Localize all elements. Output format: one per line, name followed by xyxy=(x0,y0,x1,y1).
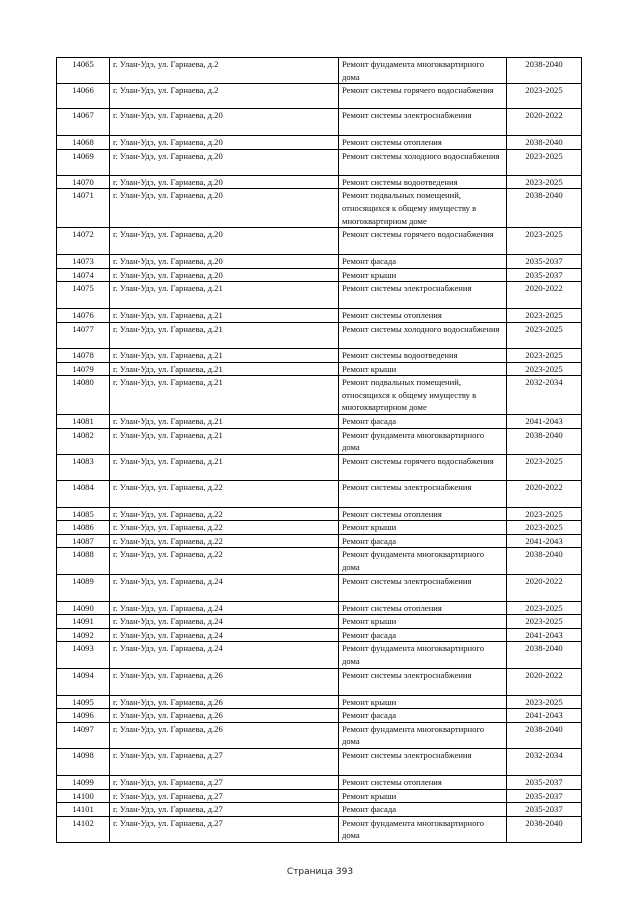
row-period: 2038-2040 xyxy=(507,722,582,748)
row-work-type: Ремонт системы отопления xyxy=(339,309,507,323)
table-row xyxy=(57,722,582,748)
row-work-type: Ремонт фасада xyxy=(339,803,507,817)
row-period: 2041-2043 xyxy=(507,414,582,428)
row-period: 2020-2022 xyxy=(507,109,582,136)
row-number: 14099 xyxy=(57,776,110,790)
row-work-type: Ремонт фундамента многоквартирного дома xyxy=(339,816,507,842)
row-number: 14094 xyxy=(57,668,110,695)
table-row xyxy=(57,362,582,376)
row-work-type: Ремонт системы электроснабжения xyxy=(339,282,507,309)
row-work-type: Ремонт системы горячего водоснабжения xyxy=(339,228,507,255)
row-address: г. Улан-Удэ, ул. Гарнаева, д.2 xyxy=(110,58,339,84)
table-row xyxy=(57,189,582,228)
row-work-type: Ремонт крыши xyxy=(339,521,507,535)
row-number: 14078 xyxy=(57,348,110,362)
row-number: 14071 xyxy=(57,189,110,228)
row-number: 14073 xyxy=(57,255,110,269)
row-number: 14095 xyxy=(57,695,110,709)
table-row xyxy=(57,695,582,709)
row-period: 2041-2043 xyxy=(507,534,582,548)
row-address: г. Улан-Удэ, ул. Гарнаева, д.24 xyxy=(110,615,339,629)
row-period: 2023-2025 xyxy=(507,322,582,348)
row-number: 14079 xyxy=(57,362,110,376)
table-row xyxy=(57,709,582,723)
row-period: 2023-2025 xyxy=(507,149,582,175)
row-number: 14087 xyxy=(57,534,110,548)
row-number: 14069 xyxy=(57,149,110,175)
row-number: 14066 xyxy=(57,84,110,109)
row-period: 2038-2040 xyxy=(507,428,582,454)
table-row xyxy=(57,58,582,84)
row-address: г. Улан-Удэ, ул. Гарнаева, д.20 xyxy=(110,149,339,175)
row-number: 14072 xyxy=(57,228,110,255)
row-address: г. Улан-Удэ, ул. Гарнаева, д.26 xyxy=(110,709,339,723)
row-work-type: Ремонт крыши xyxy=(339,615,507,629)
row-number: 14101 xyxy=(57,803,110,817)
row-work-type: Ремонт подвальных помещений, относящихся к общему имуществу в многоквартирном доме xyxy=(339,189,507,228)
row-address: г. Улан-Удэ, ул. Гарнаева, д.27 xyxy=(110,789,339,803)
row-number: 14077 xyxy=(57,322,110,348)
table-row xyxy=(57,348,582,362)
row-address: г. Улан-Удэ, ул. Гарнаева, д.20 xyxy=(110,268,339,282)
table-row xyxy=(57,776,582,790)
row-number: 14081 xyxy=(57,414,110,428)
row-period: 2023-2025 xyxy=(507,454,582,480)
row-address: г. Улан-Удэ, ул. Гарнаева, д.22 xyxy=(110,507,339,521)
row-number: 14092 xyxy=(57,628,110,642)
row-period: 2035-2037 xyxy=(507,776,582,790)
row-period: 2023-2025 xyxy=(507,521,582,535)
table-row xyxy=(57,601,582,615)
row-address: г. Улан-Удэ, ул. Гарнаева, д.27 xyxy=(110,803,339,817)
row-number: 14068 xyxy=(57,136,110,150)
row-work-type: Ремонт крыши xyxy=(339,268,507,282)
row-work-type: Ремонт системы водоотведения xyxy=(339,175,507,189)
row-address: г. Улан-Удэ, ул. Гарнаева, д.21 xyxy=(110,322,339,348)
table-row xyxy=(57,789,582,803)
table-row xyxy=(57,109,582,136)
repair-schedule-table xyxy=(56,57,582,843)
table-row xyxy=(57,136,582,150)
row-work-type: Ремонт системы горячего водоснабжения xyxy=(339,454,507,480)
row-period: 2023-2025 xyxy=(507,362,582,376)
table-row xyxy=(57,149,582,175)
row-period: 2038-2040 xyxy=(507,58,582,84)
row-address: г. Улан-Удэ, ул. Гарнаева, д.24 xyxy=(110,601,339,615)
row-work-type: Ремонт крыши xyxy=(339,362,507,376)
row-period: 2035-2037 xyxy=(507,803,582,817)
page-number: Страница 393 xyxy=(286,867,354,877)
row-number: 14100 xyxy=(57,789,110,803)
row-number: 14080 xyxy=(57,376,110,415)
row-period: 2035-2037 xyxy=(507,268,582,282)
row-address: г. Улан-Удэ, ул. Гарнаева, д.22 xyxy=(110,521,339,535)
row-number: 14098 xyxy=(57,749,110,776)
row-number: 14074 xyxy=(57,268,110,282)
row-period: 2023-2025 xyxy=(507,175,582,189)
row-address: г. Улан-Удэ, ул. Гарнаева, д.26 xyxy=(110,695,339,709)
row-address: г. Улан-Удэ, ул. Гарнаева, д.21 xyxy=(110,309,339,323)
row-work-type: Ремонт системы электроснабжения xyxy=(339,668,507,695)
row-period: 2023-2025 xyxy=(507,601,582,615)
row-work-type: Ремонт подвальных помещений, относящихся к общему имуществу в многоквартирном доме xyxy=(339,376,507,415)
row-number: 14065 xyxy=(57,58,110,84)
row-period: 2032-2034 xyxy=(507,376,582,415)
row-number: 14084 xyxy=(57,480,110,507)
table-row xyxy=(57,574,582,601)
row-work-type: Ремонт системы отопления xyxy=(339,136,507,150)
row-period: 2038-2040 xyxy=(507,548,582,574)
table-row xyxy=(57,309,582,323)
row-address: г. Улан-Удэ, ул. Гарнаева, д.21 xyxy=(110,362,339,376)
row-number: 14090 xyxy=(57,601,110,615)
row-address: г. Улан-Удэ, ул. Гарнаева, д.2 xyxy=(110,84,339,109)
row-work-type: Ремонт фасада xyxy=(339,414,507,428)
row-period: 2020-2022 xyxy=(507,574,582,601)
row-number: 14096 xyxy=(57,709,110,723)
row-period: 2038-2040 xyxy=(507,189,582,228)
row-number: 14083 xyxy=(57,454,110,480)
table-row xyxy=(57,628,582,642)
row-period: 2041-2043 xyxy=(507,628,582,642)
row-work-type: Ремонт фундамента многоквартирного дома xyxy=(339,548,507,574)
row-work-type: Ремонт фундамента многоквартирного дома xyxy=(339,722,507,748)
table-row xyxy=(57,414,582,428)
row-period: 2023-2025 xyxy=(507,615,582,629)
row-address: г. Улан-Удэ, ул. Гарнаева, д.26 xyxy=(110,722,339,748)
row-number: 14091 xyxy=(57,615,110,629)
row-address: г. Улан-Удэ, ул. Гарнаева, д.27 xyxy=(110,749,339,776)
table-row xyxy=(57,548,582,574)
table-row xyxy=(57,84,582,109)
table-row xyxy=(57,255,582,269)
row-period: 2035-2037 xyxy=(507,255,582,269)
row-number: 14093 xyxy=(57,642,110,668)
row-address: г. Улан-Удэ, ул. Гарнаева, д.22 xyxy=(110,480,339,507)
row-number: 14089 xyxy=(57,574,110,601)
row-address: г. Улан-Удэ, ул. Гарнаева, д.27 xyxy=(110,776,339,790)
row-period: 2020-2022 xyxy=(507,282,582,309)
row-period: 2038-2040 xyxy=(507,642,582,668)
row-period: 2023-2025 xyxy=(507,228,582,255)
table-row xyxy=(57,534,582,548)
row-address: г. Улан-Удэ, ул. Гарнаева, д.20 xyxy=(110,255,339,269)
table-row xyxy=(57,428,582,454)
table-row xyxy=(57,454,582,480)
row-period: 2020-2022 xyxy=(507,480,582,507)
table-row xyxy=(57,228,582,255)
table-row xyxy=(57,816,582,842)
row-address: г. Улан-Удэ, ул. Гарнаева, д.21 xyxy=(110,376,339,415)
row-work-type: Ремонт системы электроснабжения xyxy=(339,749,507,776)
row-address: г. Улан-Удэ, ул. Гарнаева, д.20 xyxy=(110,228,339,255)
row-work-type: Ремонт системы отопления xyxy=(339,507,507,521)
row-number: 14076 xyxy=(57,309,110,323)
table-row xyxy=(57,668,582,695)
row-address: г. Улан-Удэ, ул. Гарнаева, д.21 xyxy=(110,348,339,362)
row-address: г. Улан-Удэ, ул. Гарнаева, д.21 xyxy=(110,282,339,309)
row-work-type: Ремонт системы горячего водоснабжения xyxy=(339,84,507,109)
row-work-type: Ремонт крыши xyxy=(339,695,507,709)
row-number: 14102 xyxy=(57,816,110,842)
row-address: г. Улан-Удэ, ул. Гарнаева, д.22 xyxy=(110,548,339,574)
table-row xyxy=(57,175,582,189)
table-row xyxy=(57,282,582,309)
row-address: г. Улан-Удэ, ул. Гарнаева, д.20 xyxy=(110,109,339,136)
row-address: г. Улан-Удэ, ул. Гарнаева, д.21 xyxy=(110,428,339,454)
row-work-type: Ремонт фундамента многоквартирного дома xyxy=(339,58,507,84)
row-work-type: Ремонт фасада xyxy=(339,534,507,548)
row-address: г. Улан-Удэ, ул. Гарнаева, д.24 xyxy=(110,628,339,642)
row-number: 14097 xyxy=(57,722,110,748)
row-number: 14082 xyxy=(57,428,110,454)
row-work-type: Ремонт фасада xyxy=(339,255,507,269)
row-address: г. Улан-Удэ, ул. Гарнаева, д.22 xyxy=(110,534,339,548)
row-work-type: Ремонт системы холодного водоснабжения xyxy=(339,149,507,175)
row-address: г. Улан-Удэ, ул. Гарнаева, д.24 xyxy=(110,642,339,668)
table-row xyxy=(57,322,582,348)
row-number: 14086 xyxy=(57,521,110,535)
row-period: 2023-2025 xyxy=(507,695,582,709)
table-row xyxy=(57,642,582,668)
row-address: г. Улан-Удэ, ул. Гарнаева, д.21 xyxy=(110,454,339,480)
row-work-type: Ремонт системы электроснабжения xyxy=(339,574,507,601)
row-address: г. Улан-Удэ, ул. Гарнаева, д.20 xyxy=(110,175,339,189)
row-work-type: Ремонт фасада xyxy=(339,628,507,642)
row-address: г. Улан-Удэ, ул. Гарнаева, д.20 xyxy=(110,189,339,228)
row-work-type: Ремонт фундамента многоквартирного дома xyxy=(339,428,507,454)
row-period: 2023-2025 xyxy=(507,84,582,109)
row-period: 2041-2043 xyxy=(507,709,582,723)
row-number: 14067 xyxy=(57,109,110,136)
row-number: 14085 xyxy=(57,507,110,521)
row-period: 2023-2025 xyxy=(507,507,582,521)
row-period: 2038-2040 xyxy=(507,136,582,150)
row-address: г. Улан-Удэ, ул. Гарнаева, д.21 xyxy=(110,414,339,428)
row-period: 2023-2025 xyxy=(507,309,582,323)
row-work-type: Ремонт системы электроснабжения xyxy=(339,480,507,507)
table-body xyxy=(57,58,582,843)
table-row xyxy=(57,507,582,521)
row-address: г. Улан-Удэ, ул. Гарнаева, д.26 xyxy=(110,668,339,695)
table-row xyxy=(57,480,582,507)
row-number: 14088 xyxy=(57,548,110,574)
table-row xyxy=(57,521,582,535)
row-work-type: Ремонт системы электроснабжения xyxy=(339,109,507,136)
row-number: 14075 xyxy=(57,282,110,309)
row-work-type: Ремонт системы отопления xyxy=(339,776,507,790)
row-work-type: Ремонт фундамента многоквартирного дома xyxy=(339,642,507,668)
row-work-type: Ремонт системы водоотведения xyxy=(339,348,507,362)
row-period: 2020-2022 xyxy=(507,668,582,695)
row-period: 2038-2040 xyxy=(507,816,582,842)
row-period: 2035-2037 xyxy=(507,789,582,803)
table-row xyxy=(57,615,582,629)
row-period: 2023-2025 xyxy=(507,348,582,362)
table-row xyxy=(57,803,582,817)
table-row xyxy=(57,749,582,776)
table-row xyxy=(57,376,582,415)
row-address: г. Улан-Удэ, ул. Гарнаева, д.20 xyxy=(110,136,339,150)
row-work-type: Ремонт крыши xyxy=(339,789,507,803)
row-work-type: Ремонт системы холодного водоснабжения xyxy=(339,322,507,348)
row-work-type: Ремонт системы отопления xyxy=(339,601,507,615)
row-address: г. Улан-Удэ, ул. Гарнаева, д.24 xyxy=(110,574,339,601)
row-work-type: Ремонт фасада xyxy=(339,709,507,723)
row-period: 2032-2034 xyxy=(507,749,582,776)
row-address: г. Улан-Удэ, ул. Гарнаева, д.27 xyxy=(110,816,339,842)
row-number: 14070 xyxy=(57,175,110,189)
table-row xyxy=(57,268,582,282)
